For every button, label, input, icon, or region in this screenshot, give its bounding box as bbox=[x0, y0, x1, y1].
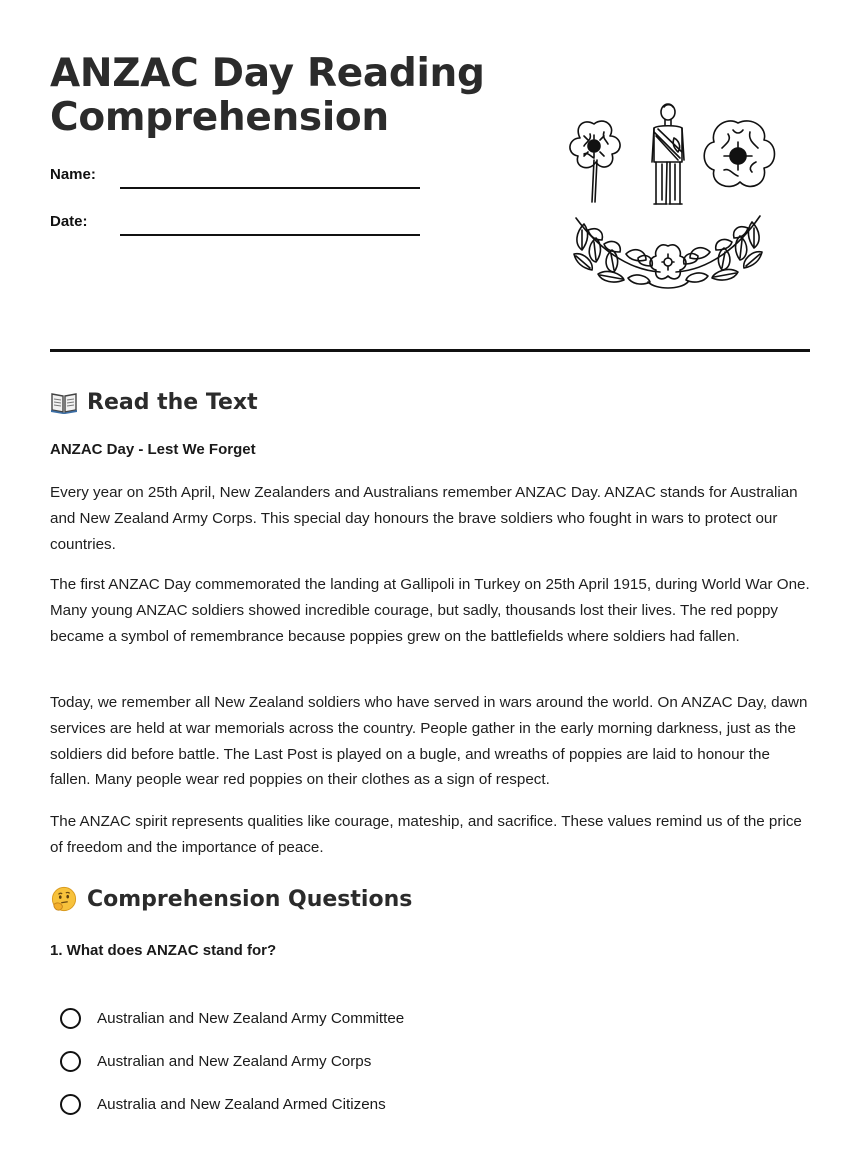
section-divider bbox=[50, 349, 810, 352]
name-field[interactable] bbox=[120, 187, 420, 189]
poppy-flower-icon bbox=[570, 121, 620, 202]
radio-button[interactable] bbox=[60, 1051, 81, 1072]
question-1-option-3[interactable] bbox=[60, 1094, 386, 1115]
wreath-icon bbox=[574, 216, 762, 288]
poppy-flower-icon bbox=[704, 121, 774, 187]
comprehension-heading bbox=[50, 886, 412, 912]
thinking-face-icon bbox=[50, 886, 78, 912]
reading-paragraph: Today, we remember all New Zealand soldiers who have served in wars around the world. On ANZAC Day, dawn services are held at war memorials across the country. People gather in the early morning darkness, just as the soldiers did before battle. The Last Post is played on a bugle, and wreaths of poppies are laid to honour the fallen. Many people wear red poppies on their clothes as a sign of respect. bbox=[50, 694, 808, 789]
page-title bbox=[50, 52, 520, 140]
reading-subtitle: ANZAC Day - Lest We Forget bbox=[50, 441, 256, 458]
reading-paragraph: The first ANZAC Day commemorated the landing at Gallipoli in Turkey on 25th April 1915, during World War One. Many young ANZAC soldiers showed incredible courage, but sadly, thousands lost their lives. The red poppy became a symbol of remembrance because poppies grew on the battlefields where soldiers had fallen. bbox=[50, 576, 810, 645]
open-book-icon bbox=[50, 389, 78, 415]
comprehension-heading-label: Comprehension Questions bbox=[87, 886, 413, 912]
title-line-1: ANZAC Day Reading bbox=[50, 51, 485, 96]
read-text-heading bbox=[50, 389, 258, 415]
title-line-2: Comprehension bbox=[50, 95, 389, 140]
option-label: Australia and New Zealand Armed Citizens bbox=[97, 1096, 386, 1113]
date-label: Date: bbox=[50, 213, 88, 230]
reading-paragraph: Every year on 25th April, New Zealanders and Australians remember ANZAC Day. ANZAC stands for Australian and New Zealand Army Corps. This special day honours the brave soldiers who fought in wars to protect our countries. bbox=[50, 484, 798, 553]
anzac-illustration bbox=[558, 100, 778, 296]
option-label: Australian and New Zealand Army Committee bbox=[97, 1010, 405, 1027]
question-1-option-2[interactable] bbox=[60, 1051, 371, 1072]
date-field[interactable] bbox=[120, 234, 420, 236]
radio-button[interactable] bbox=[60, 1008, 81, 1029]
option-label: Australian and New Zealand Army Corps bbox=[97, 1053, 372, 1070]
reading-paragraph: The ANZAC spirit represents qualities like courage, mateship, and sacrifice. These values remind us of the price of freedom and the importance of peace. bbox=[50, 813, 802, 856]
soldier-figure-icon bbox=[652, 104, 684, 204]
question-1-option-1[interactable] bbox=[60, 1008, 404, 1029]
radio-button[interactable] bbox=[60, 1094, 81, 1115]
read-text-heading-label: Read the Text bbox=[87, 389, 258, 415]
question-1-text: 1. What does ANZAC stand for? bbox=[50, 942, 277, 959]
name-label: Name: bbox=[50, 166, 96, 183]
